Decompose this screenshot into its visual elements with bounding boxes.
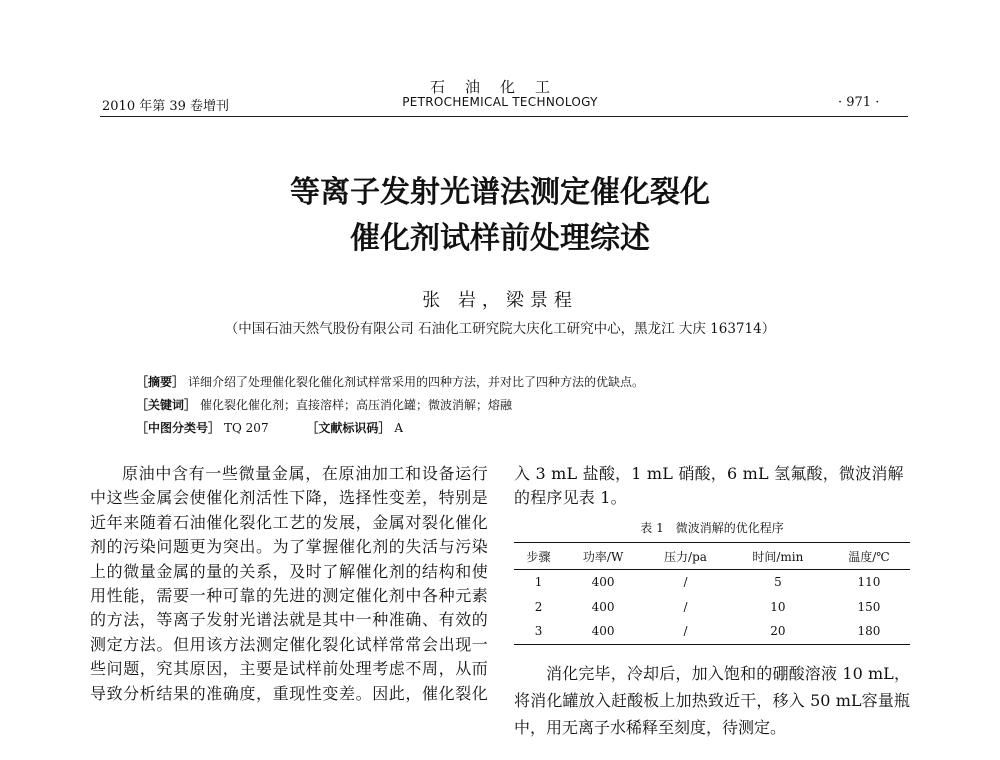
body-paragraph-left: 原油中含有一些微量金属，在原油加工和设备运行中这些金属会使催化剂活性下降，选择性变差，特别是近年来随着石油催化裂化工艺的发展，金属对裂化催化剂的污染问题更为突出。为了掌握催化剂的失活与污染上的微量金属的量的关系，及时了解催化剂的结构和使用性能，需要一种可靠的先进的测定催化剂中各种元素的方法，等离子发射光谱法就是其中一种准确、有效的测定方法。但用该方法测定催化裂化试样常常会出现一些问题，究其原因，主要是试样前处理考虑不周，从而导致分析结果的准确度，重现性变差。因此，催化裂化 — [90, 464, 488, 703]
header-power: 功率/W — [582, 549, 624, 564]
cell-power: 400 — [591, 575, 615, 590]
clc-value: TQ 207 — [224, 421, 269, 435]
abstract — [136, 373, 644, 390]
cell-pressure: / — [683, 624, 688, 639]
affiliation: （中国石油天然气股份有限公司 石油化工研究院大庆化工研究中心，黑龙江 大庆 163714） — [224, 321, 776, 337]
keywords — [136, 396, 512, 413]
header-temperature: 温度/℃ — [848, 549, 890, 564]
cell-power: 400 — [591, 624, 615, 639]
journal-name-chinese: 石油化工 — [429, 78, 570, 96]
title-line-1: 等离子发射光谱法测定催化裂化 — [290, 175, 710, 210]
header-step: 步骤 — [526, 549, 551, 564]
cell-pressure: / — [683, 599, 688, 614]
header-divider — [100, 116, 908, 117]
journal-name-english: PETROCHEMICAL TECHNOLOGY — [402, 95, 598, 109]
table-row — [514, 619, 910, 644]
cell-time: 20 — [770, 624, 786, 639]
table-header-row — [514, 543, 910, 570]
header-pressure: 压力/pa — [664, 549, 707, 564]
cell-step: 2 — [534, 599, 543, 614]
clc-label: ［中图分类号］ — [136, 421, 221, 435]
table-caption: 表 1 微波消解的优化程序 — [640, 521, 784, 535]
abstract-text: 详细介绍了处理催化裂化催化剂试样常采用的四种方法，并对比了四种方法的优缺点。 — [188, 375, 645, 389]
left-column — [90, 462, 488, 706]
cell-time: 5 — [774, 575, 782, 590]
cell-power: 400 — [591, 599, 615, 614]
journal-issue: 2010 年第 39 卷增刊 — [102, 99, 230, 114]
cell-temperature: 110 — [857, 575, 881, 590]
cell-temperature: 150 — [857, 599, 881, 614]
authors: 张 岩，梁景程 — [422, 290, 578, 311]
table-row — [514, 595, 910, 620]
cell-time: 10 — [770, 599, 786, 614]
body-paragraph-right: 消化完毕，冷却后，加入饱和的硼酸溶液 10 mL，将消化罐放入赶酸板上加热致近干，移入 50 mL容量瓶中，用无离子水稀释至刻度，待测定。 — [514, 664, 910, 737]
table-container — [514, 542, 910, 645]
cell-temperature: 180 — [857, 624, 881, 639]
doccode-label: ［文献标识码］ — [306, 421, 391, 435]
cell-pressure: / — [683, 575, 688, 590]
cell-step: 3 — [534, 624, 543, 639]
right-column-paragraph — [514, 660, 910, 741]
title-line-2: 催化剂试样前处理综述 — [350, 221, 650, 256]
article-title — [0, 170, 1000, 262]
right-column-intro: 入 3 mL 盐酸，1 mL 硝酸，6 mL 氢氟酸，微波消解的程序见表 1。 — [514, 464, 904, 508]
keywords-label: ［关键词］ — [136, 398, 197, 412]
page-number: · 971 · — [838, 95, 880, 110]
classification — [136, 419, 403, 436]
microwave-program-table — [514, 542, 910, 645]
document-code — [306, 421, 403, 435]
table-row — [514, 570, 910, 595]
header-time: 时间/min — [752, 549, 804, 564]
keywords-text: 催化裂化催化剂；直接溶样；高压消化罐；微波消解；熔融 — [200, 398, 513, 412]
cell-step: 1 — [534, 575, 543, 590]
doccode-value: A — [394, 421, 404, 435]
abstract-label: ［摘要］ — [136, 375, 185, 389]
